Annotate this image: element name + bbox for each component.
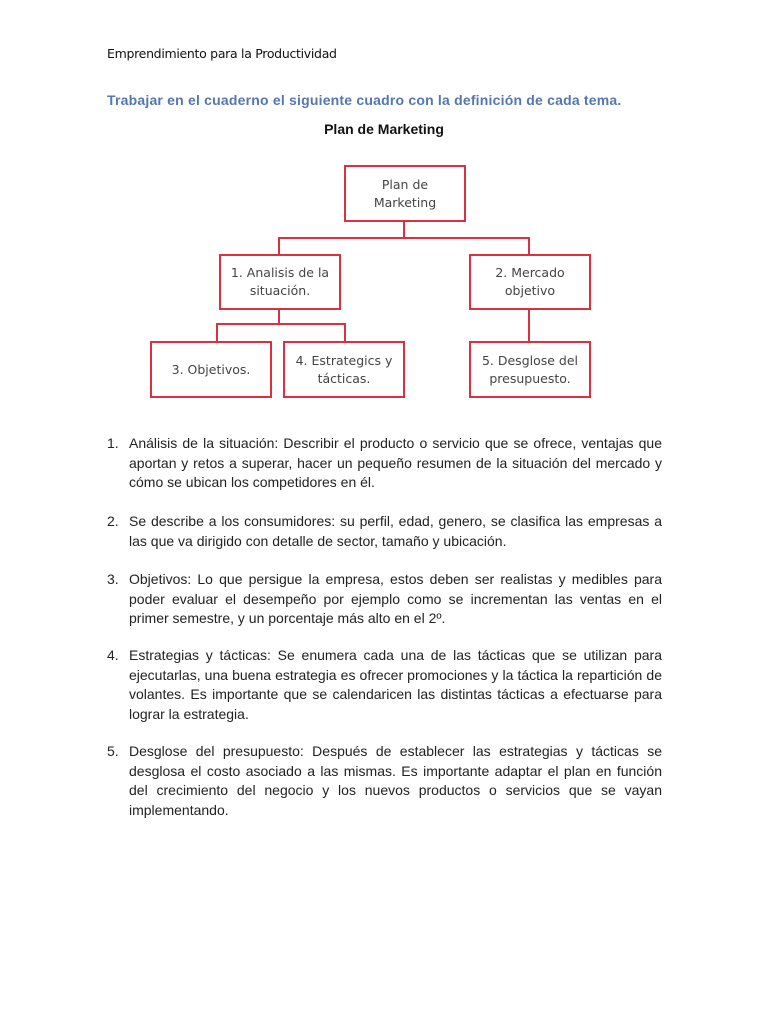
list-item bbox=[107, 646, 662, 724]
connector bbox=[528, 237, 530, 255]
connector bbox=[344, 323, 346, 342]
list-item bbox=[107, 742, 662, 820]
box-root: Plan de Marketing bbox=[344, 165, 466, 222]
item-text: Análisis de la situación: Describir el producto o servicio que se ofrece, ventajas que aportan y retos a superar, hacer un pequeño resumen de la situación del mercado y cómo se ubican los competidores en él. bbox=[129, 435, 662, 490]
list-item bbox=[107, 512, 662, 551]
list-item bbox=[107, 570, 662, 629]
item-number: 5. bbox=[107, 743, 119, 759]
item-text: Objetivos: Lo que persigue la empresa, estos deben ser realistas y medibles para poder evaluar el desempeño por ejemplo como se incrementan las ventas en el primer semestre, y un porcentaje más alto en el 2º. bbox=[129, 571, 662, 626]
box-presupuesto: 5. Desglose del presupuesto. bbox=[469, 341, 591, 398]
item-number: 1. bbox=[107, 435, 119, 451]
page-title: Plan de Marketing bbox=[324, 121, 444, 137]
connector bbox=[528, 309, 530, 342]
item-number: 4. bbox=[107, 647, 119, 663]
box-objetivos: 3. Objetivos. bbox=[150, 341, 272, 398]
item-number: 2. bbox=[107, 513, 119, 529]
instruction-text: Trabajar en el cuaderno el siguiente cuadro con la definición de cada tema. bbox=[107, 92, 622, 108]
connector bbox=[278, 237, 280, 255]
box-estrategias: 4. Estrategics y tácticas. bbox=[283, 341, 405, 398]
box-analisis: 1. Analisis de la situación. bbox=[219, 254, 341, 310]
connector bbox=[216, 323, 218, 342]
item-text: Se describe a los consumidores: su perfil, edad, genero, se clasifica las empresas a las que va dirigido con detalle de sector, tamaño y ubicación. bbox=[129, 513, 662, 549]
document-header: Emprendimiento para la Productividad bbox=[107, 46, 337, 61]
connector bbox=[216, 323, 346, 325]
box-mercado: 2. Mercado objetivo bbox=[469, 254, 591, 310]
item-text: Desglose del presupuesto: Después de establecer las estrategias y tácticas se desglosa el costo asociado a las mismas. Es importante adaptar el plan en función del crecimiento del negocio y los nuevos productos o servicios que se vayan implementando. bbox=[129, 743, 662, 818]
list-item bbox=[107, 434, 662, 493]
item-text: Estrategias y tácticas: Se enumera cada una de las tácticas que se utilizan para ejecutarlas, una buena estrategia es ofrecer promociones y la táctica la repartición de volantes. Es importante que se calendaricen las distintas tácticas a efectuarse para lograr la estrategia. bbox=[129, 647, 662, 722]
connector bbox=[278, 237, 530, 239]
item-number: 3. bbox=[107, 571, 119, 587]
